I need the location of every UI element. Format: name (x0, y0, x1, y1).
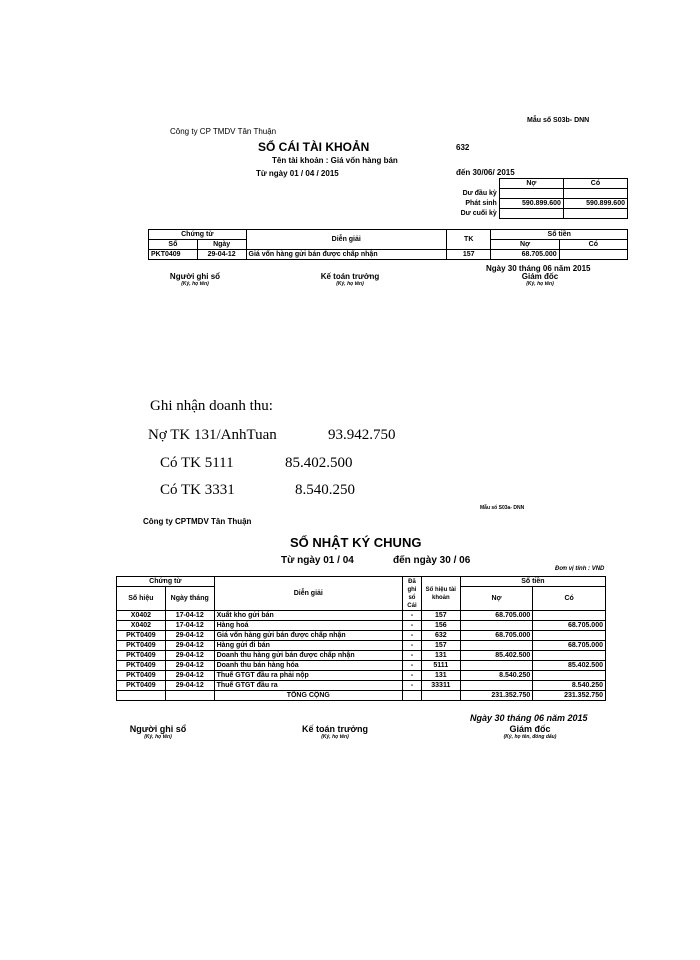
revenue-line-credit-5111-amount: 85.402.500 (285, 455, 353, 471)
ledger-from-date: Từ ngày 01 / 04 / 2015 (256, 169, 339, 178)
journal-total-debit: 231.352.750 (460, 691, 533, 701)
journal-from-date: Từ ngày 01 / 04 (281, 555, 354, 566)
table-row: X0402 17-04-12 Hàng hoá - 156 68.705.000 (117, 621, 606, 631)
ledger-form-code: Mẫu số S03b- DNN (527, 117, 590, 124)
revenue-line-credit-3331-amount: 8.540.250 (295, 482, 355, 498)
journal-footer-date: Ngày 30 tháng 06 năm 2015 (470, 713, 588, 723)
ledger-header-number: Số (149, 240, 198, 250)
ledger-footer-date: Ngày 30 tháng 06 năm 2015 (486, 264, 591, 273)
journal-header-posted: Đã ghi sổ Cái (402, 577, 421, 611)
revenue-line-credit-3331: Có TK 3331 (160, 482, 235, 498)
journal-header-debit: Nợ (460, 587, 533, 611)
ledger-header-date: Ngày (197, 240, 246, 250)
journal-company: Công ty CPTMDV Tân Thuận (143, 517, 252, 526)
ledger-header-debit: Nợ (491, 240, 559, 250)
ledger-title: SỔ CÁI TÀI KHOẢN (258, 140, 370, 154)
journal-header-number: Số hiệu (117, 587, 166, 611)
revenue-line-debit-amount: 93.942.750 (328, 427, 396, 443)
journal-header-credit: Có (533, 587, 606, 611)
revenue-line-debit: Nợ TK 131/AnhTuan (148, 427, 277, 443)
journal-header-date: Ngày tháng (165, 587, 214, 611)
table-row: PKT0409 29-04-12 Thuế GTGT đầu ra phải nộp - 131 8.540.250 (117, 671, 606, 681)
journal-header-account: Số hiệu tài khoản (421, 577, 460, 611)
summary-row: Dư đầu kỳ (450, 189, 628, 199)
ledger-account-name: Tên tài khoản : Giá vốn hàng bán (272, 156, 398, 165)
ledger-account-no: 632 (456, 143, 470, 152)
ledger-signature-chief-accountant: Kế toán trưởng (Ký, họ tên) (320, 272, 380, 287)
journal-signature-recorder: Người ghi sổ (Ký, họ tên) (129, 724, 187, 740)
journal-header-amount: Số tiền (460, 577, 605, 587)
ledger-header-credit: Có (559, 240, 627, 250)
table-row: PKT0409 29-04-12 Thuế GTGT đầu ra - 33311 8.540.250 (117, 681, 606, 691)
journal-total-row: TỔNG CỘNG 231.352.750 231.352.750 (117, 691, 606, 701)
summary-header-no: Nợ (499, 179, 563, 189)
table-row: PKT0409 29-04-12 Giá vốn hàng gửi bán được chấp nhận - 632 68.705.000 (117, 631, 606, 641)
ledger-header-description: Diễn giải (246, 230, 446, 250)
journal-unit: Đơn vị tính : VND (555, 566, 605, 572)
ledger-to-date: đến 30/06/ 2015 (456, 168, 515, 177)
ledger-company: Công ty CP TMDV Tân Thuận (170, 127, 277, 136)
summary-header-co: Có (563, 179, 627, 189)
ledger-table (148, 229, 628, 260)
journal-table (116, 576, 606, 701)
ledger-header-voucher: Chứng từ (149, 230, 247, 240)
summary-row: Dư cuối kỳ (450, 209, 628, 219)
table-row: PKT0409 29-04-12 Giá vốn hàng gửi bán được chấp nhận 157 68.705.000 (149, 250, 628, 260)
revenue-line-credit-5111: Có TK 5111 (160, 455, 234, 471)
table-row: X0402 17-04-12 Xuất kho gửi bán - 157 68.705.000 (117, 611, 606, 621)
journal-total-credit: 231.352.750 (533, 691, 606, 701)
journal-title: SỔ NHẬT KÝ CHUNG (290, 535, 422, 550)
table-row: PKT0409 29-04-12 Doanh thu hàng gửi bán được chấp nhận - 131 85.402.500 (117, 651, 606, 661)
journal-header-voucher: Chứng từ (117, 577, 215, 587)
ledger-signature-recorder: Người ghi sổ (Ký, họ tên) (169, 272, 221, 287)
table-row: PKT0409 29-04-12 Doanh thu bán hàng hóa - 5111 85.402.500 (117, 661, 606, 671)
ledger-signature-director: Giám đốc (Ký, họ tên) (521, 272, 559, 287)
ledger-summary-table (450, 178, 628, 219)
journal-signature-chief-accountant: Kế toán trưởng (Ký, họ tên) (302, 724, 368, 740)
ledger-header-account: TK (447, 230, 491, 250)
journal-to-date: đến ngày 30 / 06 (393, 555, 471, 566)
journal-header-description: Diễn giải (214, 577, 402, 611)
journal-form-code: Mẫu số S03a- DNN (480, 505, 525, 511)
table-row: PKT0409 29-04-12 Hàng gửi đi bán - 157 68.705.000 (117, 641, 606, 651)
summary-row: Phát sinh 590.899.600 590.899.600 (450, 199, 628, 209)
revenue-heading: Ghi nhận doanh thu: (150, 398, 273, 414)
ledger-header-amount: Số tiền (491, 230, 628, 240)
journal-signature-director: Giám đốc (Ký, họ tên, đóng dấu) (503, 724, 557, 740)
